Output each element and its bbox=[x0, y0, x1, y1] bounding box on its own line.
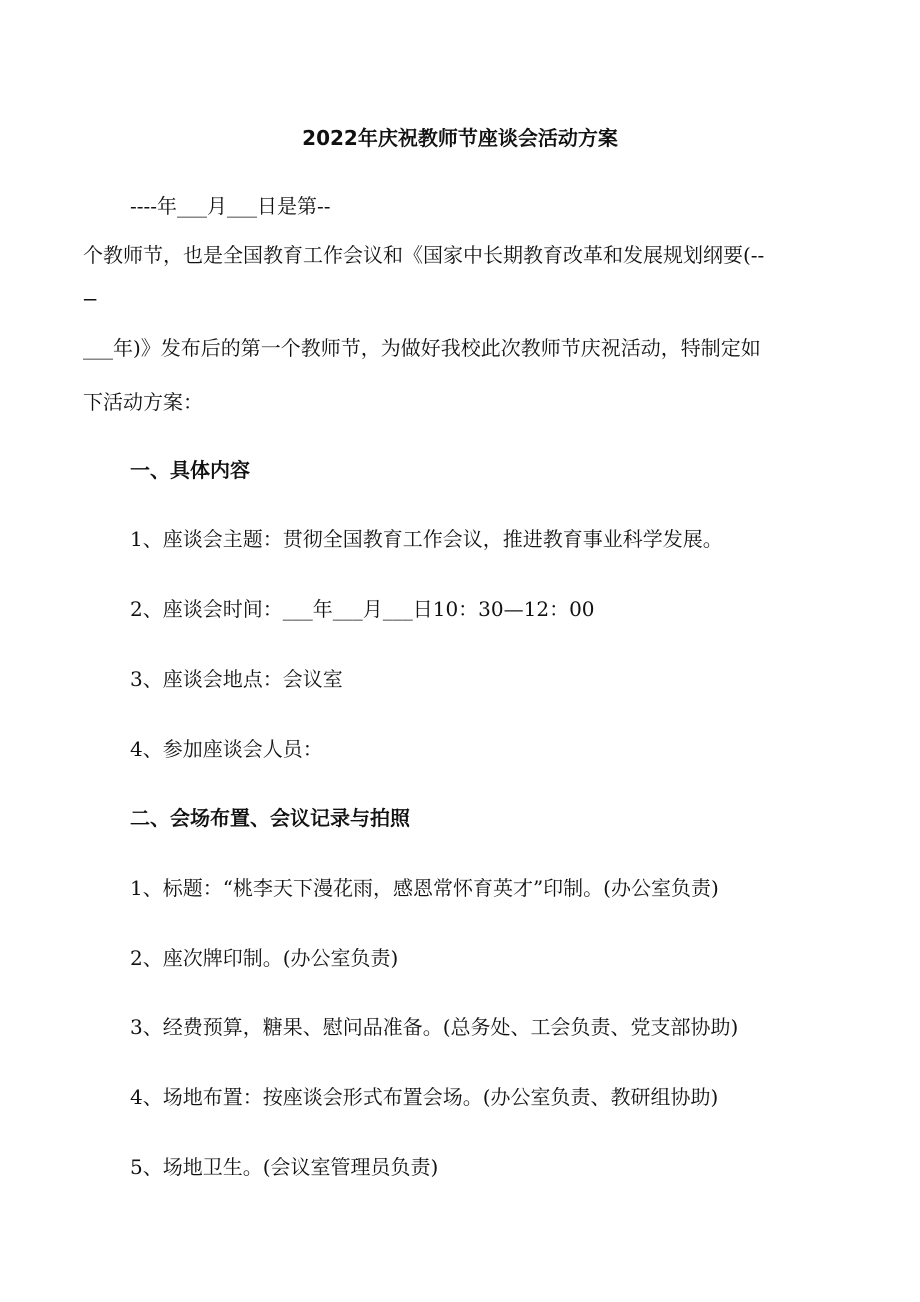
section-heading-2: 二、会场布置、会议记录与拍照 bbox=[130, 806, 410, 830]
intro-line-5: 下活动方案： bbox=[83, 390, 203, 414]
intro-line-3: --- bbox=[83, 286, 95, 310]
section2-item-3: 3、经费预算，糖果、慰问品准备。(总务处、工会负责、党支部协助) bbox=[130, 1015, 739, 1039]
intro-line-4: ___年)》发布后的第一个教师节，为做好我校此次教师节庆祝活动，特制定如 bbox=[83, 336, 761, 360]
section1-item-2: 2、座谈会时间：___年___月___日10：30—12：00 bbox=[130, 597, 595, 621]
section2-item-5: 5、场地卫生。(会议室管理员负责) bbox=[130, 1155, 439, 1179]
intro-line-1: ----年___月___日是第-- bbox=[130, 194, 331, 218]
document-title: 2022年庆祝教师节座谈会活动方案 bbox=[302, 126, 618, 150]
section2-item-1: 1、标题：“桃李天下漫花雨，感恩常怀育英才”印制。(办公室负责) bbox=[130, 876, 719, 900]
section2-item-2: 2、座次牌印制。(办公室负责) bbox=[130, 946, 399, 970]
section-heading-1: 一、具体内容 bbox=[130, 458, 250, 482]
section1-item-4: 4、参加座谈会人员： bbox=[130, 737, 323, 761]
section1-item-3: 3、座谈会地点：会议室 bbox=[130, 667, 343, 691]
section2-item-4: 4、场地布置：按座谈会形式布置会场。(办公室负责、教研组协助) bbox=[130, 1085, 719, 1109]
section1-item-1: 1、座谈会主题：贯彻全国教育工作会议，推进教育事业科学发展。 bbox=[130, 527, 723, 551]
intro-line-2: 个教师节，也是全国教育工作会议和《国家中长期教育改革和发展规划纲要(-- bbox=[83, 243, 765, 267]
